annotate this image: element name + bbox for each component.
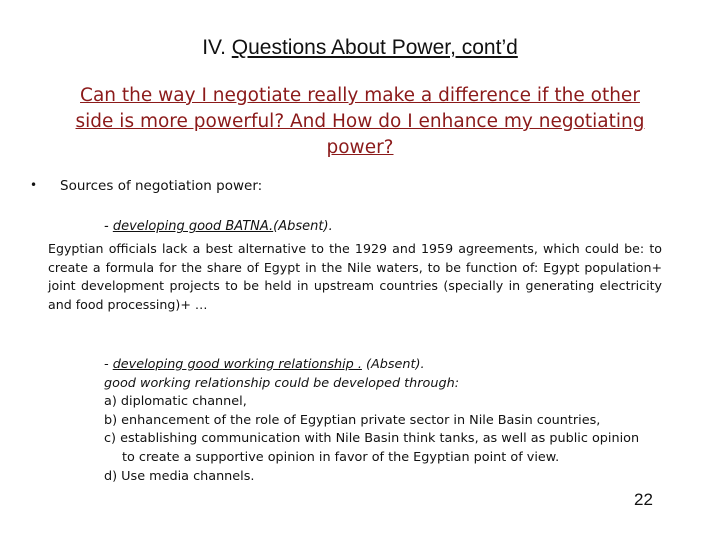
bullet-text: Sources of negotiation power: [60, 178, 263, 194]
bullet-icon: • [30, 178, 38, 192]
list-item-continuation: to create a supportive opinion in favor of the Egyptian point of view. [122, 449, 560, 465]
batna-heading-underlined: developing good BATNA. [112, 219, 274, 234]
relationship-section [104, 356, 684, 486]
list-item: c) establishing communication with Nile Basin think tanks, as well as public opinion [104, 431, 640, 447]
slide-title [0, 36, 720, 60]
title-underlined: Questions About Power, cont’d [231, 36, 518, 59]
question-line: power? [326, 137, 394, 158]
relationship-dash: - [104, 357, 113, 372]
batna-heading [104, 219, 333, 234]
list-item: a) diplomatic channel, [104, 394, 247, 410]
question-line: Can the way I negotiate really make a difference if the other [80, 85, 640, 106]
relationship-heading [104, 356, 684, 375]
page-number: 22 [634, 490, 653, 509]
title-prefix: IV. [202, 36, 232, 59]
list-item: d) Use media channels. [104, 468, 255, 484]
question-line: side is more powerful? And How do I enhance my negotiating [75, 111, 645, 132]
batna-paragraph: Egyptian officials lack a best alternative to the 1929 and 1959 agreements, which could be: to create a formula for the share of Egypt in the Nile waters, to be function of: Egypt population+ joint development projects to be held in upstream countries (specially in generating electricity and food processing)+ … [48, 241, 662, 312]
question-heading [20, 83, 700, 161]
batna-dash: - [104, 219, 113, 234]
batna-heading-suffix: (Absent). [273, 219, 333, 234]
list-item: b) enhancement of the role of Egyptian private sector in Nile Basin countries, [104, 412, 601, 428]
relationship-intro: good working relationship could be developed through: [104, 375, 460, 391]
relationship-heading-suffix: (Absent). [361, 357, 425, 372]
relationship-heading-underlined: developing good working relationship . [112, 357, 362, 372]
